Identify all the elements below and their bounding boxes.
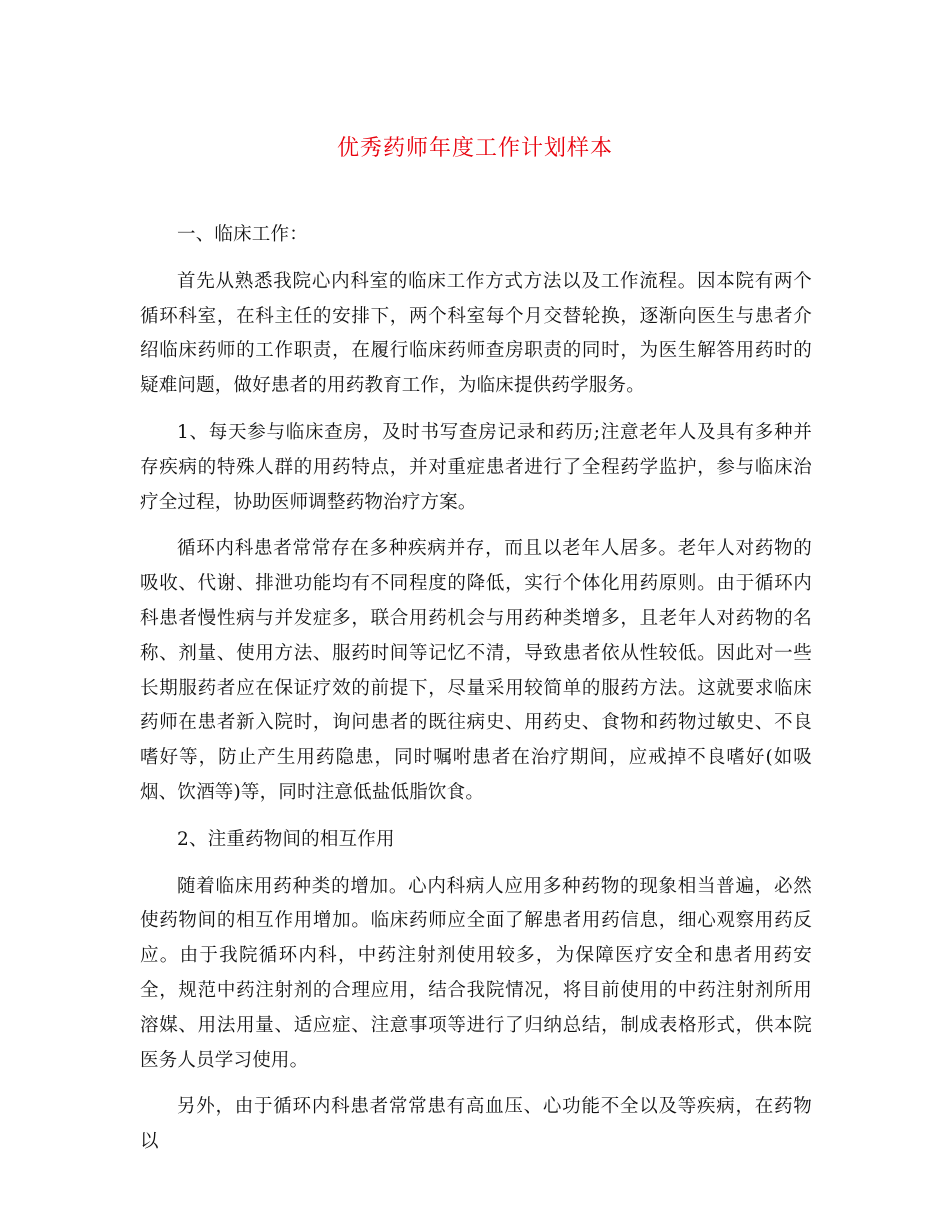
section-heading-clinical-work: 一、临床工作： <box>177 224 308 245</box>
paragraph-item-1: 1、每天参与临床查房，及时书写查房记录和药历;注意老年人及具有多种并存疾病的特殊人群的用药特点，并对重症患者进行了全程药学监护，参与临床治疗全过程，协助医师调整药物治疗方案。 <box>140 421 812 513</box>
paragraph-item-2-heading: 2、注重药物间的相互作用 <box>177 828 395 850</box>
document-title: 优秀药师年度工作计划样本 <box>336 136 613 161</box>
document-body <box>140 218 812 1172</box>
paragraph-additionally: 另外，由于循环内科患者常常患有高血压、心功能不全以及等疾病，在药物以 <box>140 1096 812 1153</box>
paragraph-elderly-patients: 循环内科患者常常存在多种疾病并存，而且以老年人居多。老年人对药物的吸收、代谢、排泄功能均有不同程度的降低，实行个体化用药原则。由于循环内科患者慢性病与并发症多，联合用药机会与用药种类增多，且老年人对药物的名称、剂量、使用方法、服药时间等记忆不清，导致患者依从性较低。因此对一些长期服药者应在保证疗效的前提下，尽量采用较简单的服药方法。这就要求临床药师在患者新入院时，询问患者的既往病史、用药史、食物和药物过敏史、不良嗜好等，防止产生用药隐患，同时嘱咐患者在治疗期间，应戒掉不良嗜好(如吸烟、饮酒等)等，同时注意低盐低脂饮食。 <box>140 538 812 803</box>
paragraph-drug-interactions: 随着临床用药种类的增加。心内科病人应用多种药物的现象相当普遍，必然使药物间的相互作用增加。临床药师应全面了解患者用药信息，细心观察用药反应。由于我院循环内科，中药注射剂使用较多，为保障医疗安全和患者用药安全，规范中药注射剂的合理应用，结合我院情况，将目前使用的中药注射剂所用溶媒、用法用量、适应症、注意事项等进行了归纳总结，制成表格形式，供本院医务人员学习使用。 <box>140 875 812 1071</box>
paragraph-intro: 首先从熟悉我院心内科室的临床工作方式方法以及工作流程。因本院有两个循环科室，在科主任的安排下，两个科室每个月交替轮换，逐渐向医生与患者介绍临床药师的工作职责，在履行临床药师查房职责的同时，为医生解答用药时的疑难问题，做好患者的用药教育工作，为临床提供药学服务。 <box>140 270 812 397</box>
